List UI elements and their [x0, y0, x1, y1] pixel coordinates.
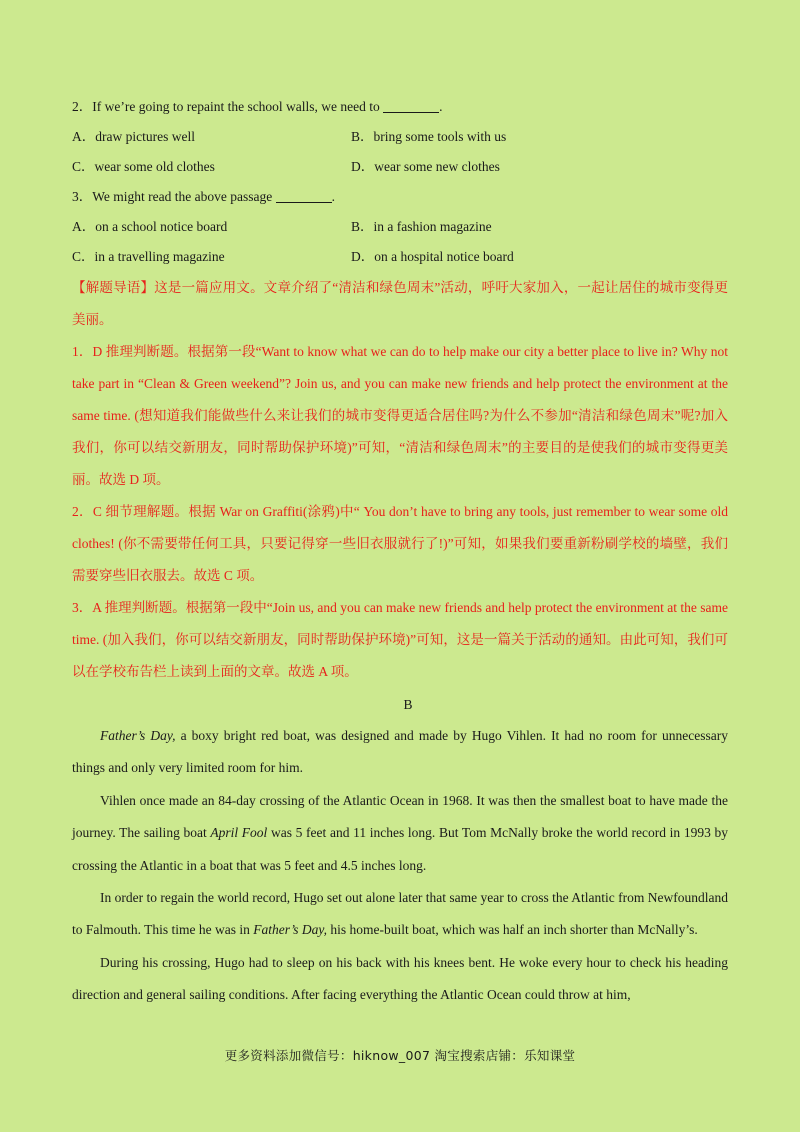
passage-paragraph-2: Vihlen once made an 84-day crossing of the Atlantic Ocean in 1968. It was then the smallest boat to have made the journey. The sailing boat April Fool was 5 feet and 11 inches long. But Tom McNally broke the world record in 1993 by crossing the Atlantic in a boat that was 5 feet and 4.5 inches long. — [72, 792, 728, 873]
passage-paragraph-3: In order to regain the world record, Hugo set out alone later that same year to cross the Atlantic from Newfoundland to Falmouth. This time he was in Father’s Day, his home-built boat, which was half an inch shorter than McNally’s. — [72, 890, 728, 938]
option-a: A．draw pictures well — [72, 129, 195, 144]
analysis-guide: 【解题导语】这是一篇应用文。文章介绍了“清洁和绿色周末”活动，呼吁大家加入，一起让居住的城市变得更美丽。 — [72, 280, 728, 327]
analysis-answer-1: 1．D 推理判断题。根据第一段“Want to know what we can do to help make our city a better place to live in? Why not take part in “Clean & Green weekend”? Join us, and you can make new friends and help protect the environment at the same time. (想知道我们能做些什么来让我们的城市变得更适合居住吗?为什么不参加“清洁和绿色周末”呢?加入我们，你可以结交新朋友，同时帮助保护环境)”可知，“清洁和绿色周末”的主要目的是使我们的城市变得更美丽。故选 D 项。 — [72, 344, 728, 487]
passage-paragraph-1: Father’s Day, a boxy bright red boat, was designed and made by Hugo Vihlen. It had no room for unnecessary things and only very limited room for him. — [72, 728, 728, 776]
passage-b — [72, 720, 728, 1012]
option-d: D．wear some new clothes — [351, 159, 500, 174]
question-2-options-row-1 — [72, 122, 728, 152]
answer-blank — [276, 188, 332, 203]
document-page — [72, 92, 728, 1012]
option-c: C．in a travelling magazine — [72, 249, 225, 264]
option-d: D．on a hospital notice board — [351, 249, 514, 264]
analysis-answer-2: 2．C 细节理解题。根据 War on Graffiti(涂鸦)中“ You don’t have to bring any tools, just remember to wear some old clothes! (你不需要带任何工具，只要记得穿一些旧衣服就行了!)”可知，如果我们要重新粉刷学校的墙壁，我们需要穿些旧衣服去。故选 C 项。 — [72, 504, 728, 583]
question-3-stem: 3．We might read the above passage . — [72, 189, 335, 204]
section-label-b: B — [403, 697, 413, 712]
question-2-options-row-2 — [72, 152, 728, 182]
option-b: B．in a fashion magazine — [351, 219, 492, 234]
passage-paragraph-4: During his crossing, Hugo had to sleep on his back with his knees bent. He woke every hour to check his heading direction and general sailing conditions. After facing everything the Atlantic Ocean could throw at him, — [72, 954, 728, 1003]
question-3-options-row-1 — [72, 212, 728, 242]
page-footer: 更多资料添加微信号：hiknow_007 淘宝搜索店铺：乐知课堂 — [224, 1048, 576, 1063]
answer-analysis — [72, 272, 728, 688]
option-b: B．bring some tools with us — [351, 129, 507, 144]
option-c: C．wear some old clothes — [72, 159, 215, 174]
answer-blank — [383, 98, 439, 113]
analysis-answer-3: 3．A 推理判断题。根据第一段中“Join us, and you can make new friends and help protect the environment at the same time. (加入我们，你可以结交新朋友，同时帮助保护环境)”可知，这是一篇关于活动的通知。由此可知，我们可以在学校布告栏上读到上面的文章。故选 A 项。 — [72, 600, 728, 679]
question-2-stem: 2．If we’re going to repaint the school walls, we need to . — [72, 99, 443, 114]
option-a: A．on a school notice board — [72, 219, 228, 234]
question-3-options-row-2 — [72, 242, 728, 272]
